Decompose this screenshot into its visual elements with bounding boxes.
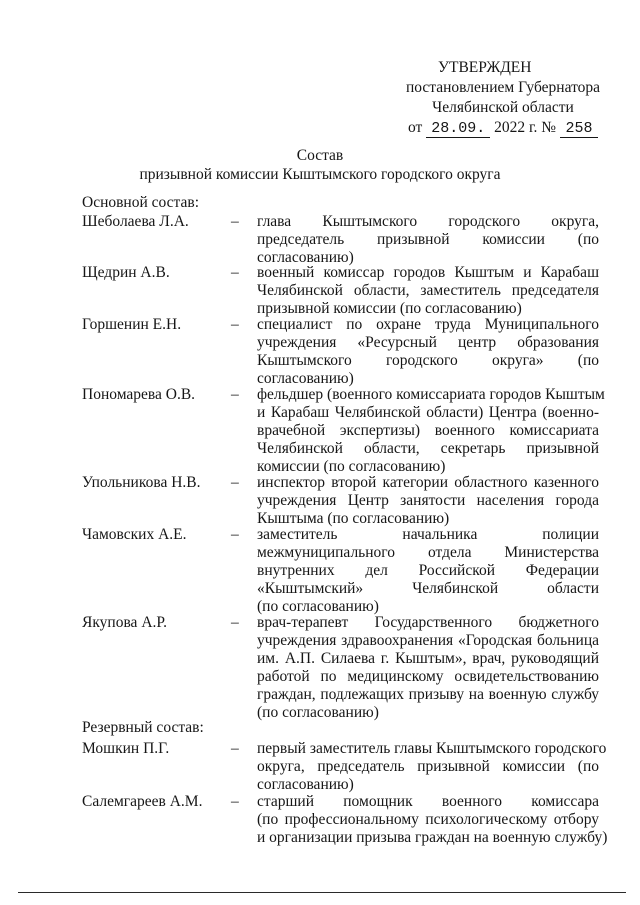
approval-line-3: Челябинской области [432, 99, 574, 116]
title-line-1: Состав [296, 147, 344, 164]
position-line: округа, председатель призывной комиссии (по [257, 758, 599, 775]
position-line: внутренних дел Российской Федерации [257, 562, 599, 579]
bottom-rule [18, 892, 626, 893]
member-name: Мошкин П.Г. [82, 740, 170, 757]
position-line: председатель призывной комиссии (по [257, 231, 599, 248]
position-line: Кыштымского городского округа» (по [257, 352, 599, 369]
member-name: Салемгареев А.М. [82, 793, 203, 810]
document-title [0, 146, 640, 184]
position-line: специалист по охране труда Муниципального [257, 316, 599, 333]
position-line: (по согласованию) [257, 704, 379, 721]
member-position [257, 264, 599, 318]
position-line: учреждения Центр занятости населения города [257, 492, 599, 509]
position-line: и Карабаш Челябинской области) Центра (военно- [257, 404, 599, 421]
position-line: и организации призыва граждан на военную службу) [257, 829, 608, 846]
position-line: (по согласованию) [257, 598, 379, 615]
position-line: первый заместитель главы Кыштымского городского [257, 740, 607, 757]
dash-separator: – [231, 386, 239, 403]
member-position [257, 474, 599, 528]
position-line: согласованию) [257, 776, 354, 793]
dash-separator: – [231, 316, 239, 333]
member-position [257, 316, 599, 388]
dash-separator: – [231, 264, 239, 281]
approval-year: 2022 г. № [494, 119, 557, 136]
member-position [257, 213, 599, 267]
position-line: Челябинской области, заместитель председателя [257, 282, 599, 299]
position-line: заместитель начальника полиции [257, 526, 599, 543]
position-line: глава Кыштымского городского округа, [257, 213, 599, 230]
approval-heading: УТВЕРЖДЕН [438, 59, 532, 76]
member-position [257, 386, 605, 476]
position-line: работой по медицинскому освидетельствованию [257, 668, 599, 685]
date-prefix: от [408, 119, 423, 136]
reserve-section-label: Резервный состав: [82, 719, 204, 736]
position-line: врачебной экспертизы) военного комиссариата [257, 422, 599, 439]
dash-separator: – [231, 526, 239, 543]
member-name: Чамовских А.Е. [82, 526, 187, 543]
position-line: межмуниципального отдела Министерства [257, 544, 599, 561]
member-position [257, 740, 607, 794]
member-name: Щедрин А.В. [82, 264, 170, 281]
member-name: Упольникова Н.В. [82, 474, 201, 491]
approval-line-2: постановлением Губернатора [405, 79, 601, 96]
member-position [257, 614, 599, 722]
position-line: (по профессиональному психологическому отбору [257, 811, 599, 828]
approval-date-line [400, 118, 606, 138]
position-line: «Кыштымский» Челябинской области [257, 580, 599, 597]
dash-separator: – [231, 614, 239, 631]
approval-date: 28.09. [426, 121, 490, 138]
member-name: Горшенин Е.Н. [82, 316, 182, 333]
position-line: комиссии (по согласованию) [257, 458, 446, 475]
approval-block [400, 58, 606, 138]
position-line: граждан, подлежащих призыву на военную службу [257, 686, 599, 703]
position-line: инспектор второй категории областного казенного [257, 474, 599, 491]
member-name: Якупова А.Р. [82, 614, 167, 631]
member-name: Шеболаева Л.А. [82, 213, 189, 230]
dash-separator: – [231, 793, 239, 810]
dash-separator: – [231, 740, 239, 757]
position-line: старший помощник военного комиссара [257, 793, 599, 810]
position-line: Кыштыма (по согласованию) [257, 510, 450, 527]
position-line: призывной комиссии (по согласованию) [257, 300, 522, 317]
title-line-2: призывной комиссии Кыштымского городского округа [139, 166, 501, 183]
position-line: учреждения «Ресурсный центр образования [257, 334, 599, 351]
dash-separator: – [231, 213, 239, 230]
position-line: согласованию) [257, 370, 354, 387]
position-line: учреждения здравоохранения «Городская больница [257, 632, 599, 649]
position-line: Челябинской области, секретарь призывной [257, 440, 599, 457]
position-line: им. А.П. Силаева г. Кыштым», врач, руководящий [257, 650, 599, 667]
position-line: военный комиссар городов Кыштым и Карабаш [257, 264, 599, 281]
dash-separator: – [231, 474, 239, 491]
member-name: Пономарева О.В. [82, 386, 196, 403]
main-section-label: Основной состав: [82, 194, 200, 211]
position-line: врач-терапевт Государственного бюджетного [257, 614, 599, 631]
position-line: согласованию) [257, 249, 354, 266]
approval-number: 258 [560, 121, 598, 138]
member-position [257, 793, 608, 847]
position-line: фельдшер (военного комиссариата городов Кыштым [257, 386, 605, 403]
member-position [257, 526, 599, 616]
